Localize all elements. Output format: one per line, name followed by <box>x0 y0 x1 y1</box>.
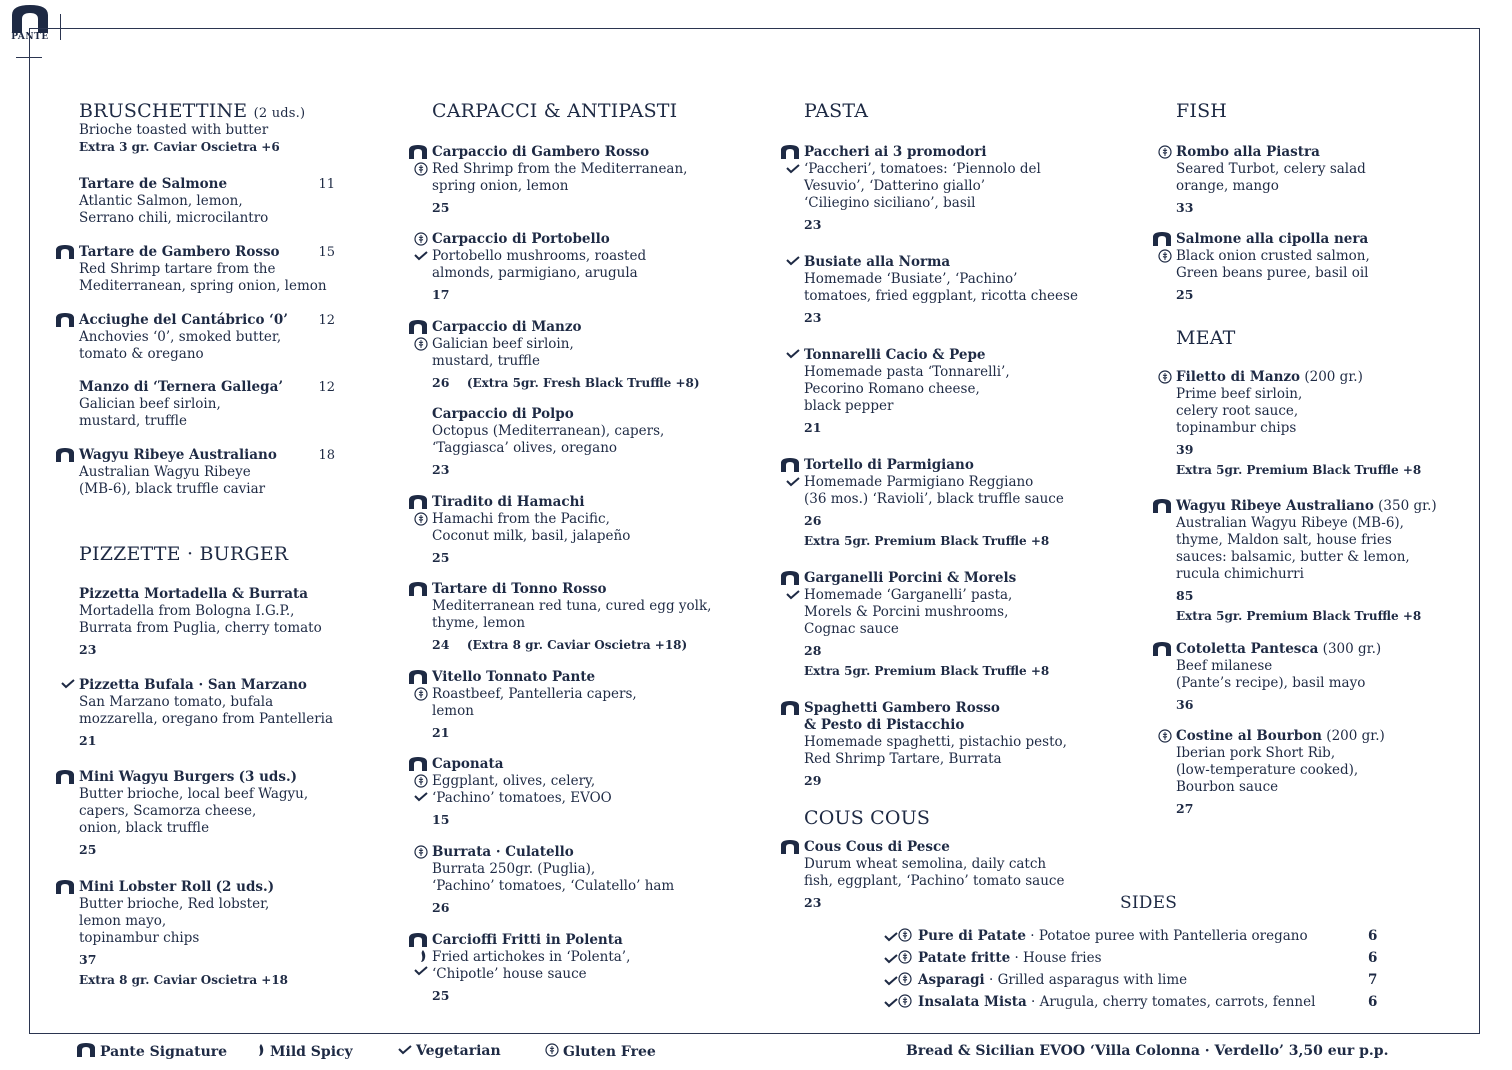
signature-icon <box>76 1043 96 1057</box>
section-title: MEAT <box>1176 327 1236 349</box>
signature-icon <box>408 495 428 509</box>
menu-item: Pizzetta Mortadella & Burrata Mortadella from Bologna I.G.P., Burrata from Puglia, cherry tomato 23 <box>79 586 322 657</box>
vegetarian-icon <box>786 477 800 487</box>
signature-icon <box>55 880 75 894</box>
signature-icon <box>408 145 428 159</box>
side-item: Pure di Patate · Potatoe puree with Pantelleria oregano 6 <box>870 928 1390 946</box>
menu-item: Wagyu Ribeye Australiano (350 gr.) Australian Wagyu Ribeye (MB-6), thyme, Maldon salt, house fries sauces: balsamic, butter & lemon, rucula chimichurri 85 Extra 5gr. Premium Black Truffle +8 <box>1176 498 1446 625</box>
menu-item: Caponata Eggplant, olives, celery, ‘Pachino’ tomatoes, EVOO 15 <box>432 756 732 828</box>
brand-name: PANTE <box>11 32 49 42</box>
menu-item: Spaghetti Gambero Rosso & Pesto di Pistacchio Homemade spaghetti, pistachio pesto, Red Shrimp Tartare, Burrata 29 <box>804 700 1094 789</box>
menu-item: Paccheri ai 3 promodori ‘Paccheri’, tomatoes: ‘Piennolo del Vesuvio’, ‘Datterino giallo’ ‘Ciliegino siciliano’, basil 23 <box>804 144 1094 233</box>
menu-item: Carpaccio di Portobello Portobello mushrooms, roasted almonds, parmigiano, arugula 17 <box>432 231 732 303</box>
signature-icon <box>780 458 800 472</box>
gluten-free-icon <box>898 994 912 1008</box>
signature-icon <box>408 757 428 771</box>
vegetarian-icon <box>414 251 428 261</box>
gluten-free-icon <box>1158 145 1172 159</box>
vegetarian-icon <box>786 256 800 266</box>
vegetarian-icon <box>398 1045 412 1055</box>
signature-icon <box>780 145 800 159</box>
gluten-free-icon <box>414 845 428 859</box>
side-item: Asparagi · Grilled asparagus with lime 7 <box>870 972 1390 990</box>
bread-note: Bread & Sicilian EVOO ‘Villa Colonna · Verdello’ 3,50 eur p.p. <box>906 1043 1389 1059</box>
menu-item: Tortello di Parmigiano Homemade Parmigiano Reggiano (36 mos.) ‘Ravioli’, black truffle sauce 26 Extra 5gr. Premium Black Truffle +8 <box>804 457 1094 550</box>
menu-item: Tonnarelli Cacio & Pepe Homemade pasta ‘Tonnarelli’, Pecorino Romano cheese, black pepper 21 <box>804 347 1094 436</box>
signature-icon <box>1152 642 1172 656</box>
gluten-free-icon <box>1158 729 1172 743</box>
signature-icon <box>408 582 428 596</box>
vegetarian-icon <box>884 976 898 986</box>
vegetarian-icon <box>414 966 428 976</box>
legend-spicy: Mild Spicy <box>256 1043 353 1061</box>
menu-item: Tartare di Tonno Rosso Mediterranean red tuna, cured egg yolk, thyme, lemon 24 (Extra 8 gr. Caviar Oscietra +18) <box>432 581 732 654</box>
section-title: FISH <box>1176 100 1228 122</box>
section-title: PIZZETTE · BURGER <box>79 543 289 565</box>
vegetarian-icon <box>786 590 800 600</box>
menu-item: Cous Cous di Pesce Durum wheat semolina, daily catch fish, eggplant, ‘Pachino’ tomato sauce 23 <box>804 839 1094 911</box>
legend-signature: Pante Signature <box>76 1043 227 1061</box>
vegetarian-icon <box>884 998 898 1008</box>
menu-item: Cotoletta Pantesca (300 gr.) Beef milanese (Pante’s recipe), basil mayo 36 <box>1176 641 1446 713</box>
gluten-free-icon <box>414 774 428 788</box>
menu-item: Carpaccio di Polpo Octopus (Mediterranean), capers, ‘Taggiasca’ olives, oregano 23 <box>432 406 665 477</box>
gluten-free-icon <box>414 232 428 246</box>
vegetarian-icon <box>786 349 800 359</box>
signature-icon <box>408 933 428 947</box>
section-title: COUS COUS <box>804 807 931 829</box>
gluten-free-icon <box>414 687 428 701</box>
menu-item: Acciughe del Cantábrico ‘0’ 12 Anchovies ‘0’, smoked butter, tomato & oregano <box>79 312 335 363</box>
menu-item: Carpaccio di Manzo Galician beef sirloin, mustard, truffle 26 (Extra 5gr. Fresh Black Truffle +8) <box>432 319 732 392</box>
legend-gluten-free: Gluten Free <box>545 1043 656 1061</box>
bruschettine-section <box>79 100 339 156</box>
menu-item: Tartare de Gambero Rosso 15 Red Shrimp tartare from the Mediterranean, spring onion, lemon <box>79 244 335 295</box>
menu-item: Costine al Bourbon (200 gr.) Iberian pork Short Rib, (low-temperature cooked), Bourbon sauce 27 <box>1176 728 1446 817</box>
section-title: CARPACCI & ANTIPASTI <box>432 100 678 122</box>
gluten-free-icon <box>545 1043 559 1057</box>
menu-item: Garganelli Porcini & Morels Homemade ‘Garganelli’ pasta, Morels & Porcini mushrooms, Cognac sauce 28 Extra 5gr. Premium Black Truffle +8 <box>804 570 1094 680</box>
chili-icon <box>256 1043 266 1057</box>
signature-icon <box>55 313 75 327</box>
menu-item: Carcioffi Fritti in Polenta Fried artichokes in ‘Polenta’, ‘Chipotle’ house sauce 25 <box>432 932 732 1004</box>
gluten-free-icon <box>898 950 912 964</box>
signature-icon <box>408 320 428 334</box>
section-title: SIDES <box>1120 893 1178 913</box>
gluten-free-icon <box>898 972 912 986</box>
vegetarian-icon <box>786 164 800 174</box>
gluten-free-icon <box>414 162 428 176</box>
signature-icon <box>780 701 800 715</box>
side-item: Insalata Mista · Arugula, cherry tomates, carrots, fennel 6 <box>870 994 1390 1012</box>
vegetarian-icon <box>884 954 898 964</box>
gluten-free-icon <box>414 337 428 351</box>
side-item: Patate fritte · House fries 6 <box>870 950 1390 968</box>
legend-vegetarian: Vegetarian <box>398 1043 501 1059</box>
menu-item: Manzo di ‘Ternera Gallega’ 12 Galician beef sirloin, mustard, truffle <box>79 379 335 429</box>
signature-icon <box>780 571 800 585</box>
item-extra: Extra 3 gr. Caviar Oscietra +6 <box>79 140 280 154</box>
menu-item: Vitello Tonnato Pante Roastbeef, Pantelleria capers, lemon 21 <box>432 669 732 741</box>
section-title: BRUSCHETTINE (2 uds.) <box>79 100 306 122</box>
vegetarian-icon <box>61 679 75 689</box>
menu-item: Tiradito di Hamachi Hamachi from the Pacific, Coconut milk, basil, jalapeño 25 <box>432 494 732 566</box>
signature-icon <box>408 670 428 684</box>
menu-item: Wagyu Ribeye Australiano 18 Australian Wagyu Ribeye (MB-6), black truffle caviar <box>79 447 335 498</box>
menu-item: Filetto di Manzo (200 gr.) Prime beef sirloin, celery root sauce, topinambur chips 39 Extra 5gr. Premium Black Truffle +8 <box>1176 369 1446 479</box>
menu-item: Carpaccio di Gambero Rosso Red Shrimp from the Mediterranean, spring onion, lemon 25 <box>432 144 732 216</box>
menu-item: Mini Lobster Roll (2 uds.) Butter brioche, Red lobster, lemon mayo, topinambur chips 37 Extra 8 gr. Caviar Oscietra +18 <box>79 879 349 989</box>
gluten-free-icon <box>898 928 912 942</box>
vegetarian-icon <box>414 792 428 802</box>
menu-item: Tartare de Salmone 11 Atlantic Salmon, lemon, Serrano chili, microcilantro <box>79 176 335 226</box>
gluten-free-icon <box>414 512 428 526</box>
item-description: Brioche toasted with butter <box>79 122 269 138</box>
vegetarian-icon <box>884 932 898 942</box>
gluten-free-icon <box>1158 249 1172 263</box>
menu-item: Busiate alla Norma Homemade ‘Busiate’, ‘Pachino’ tomatoes, fried eggplant, ricotta cheese 23 <box>804 254 1094 326</box>
signature-icon <box>55 770 75 784</box>
section-title: PASTA <box>804 100 869 122</box>
menu-item: Salmone alla cipolla nera Black onion crusted salmon, Green beans puree, basil oil 25 <box>1176 231 1436 303</box>
gluten-free-icon <box>1158 370 1172 384</box>
signature-icon <box>780 840 800 854</box>
chili-icon <box>416 949 430 963</box>
menu-item: Burrata · Culatello Burrata 250gr. (Puglia), ‘Pachino’ tomatoes, ‘Culatello’ ham 26 <box>432 844 732 916</box>
menu-item: Pizzetta Bufala · San Marzano San Marzano tomato, bufala mozzarella, oregano from Pantelleria 21 <box>79 677 349 749</box>
signature-icon <box>1152 232 1172 246</box>
signature-icon <box>55 448 75 462</box>
signature-icon <box>55 245 75 259</box>
menu-item: Mini Wagyu Burgers (3 uds.) Butter brioche, local beef Wagyu, capers, Scamorza cheese, onion, black truffle 25 <box>79 769 349 858</box>
menu-item: Rombo alla Piastra Seared Turbot, celery salad orange, mango 33 <box>1176 144 1436 216</box>
signature-icon <box>1152 499 1172 513</box>
